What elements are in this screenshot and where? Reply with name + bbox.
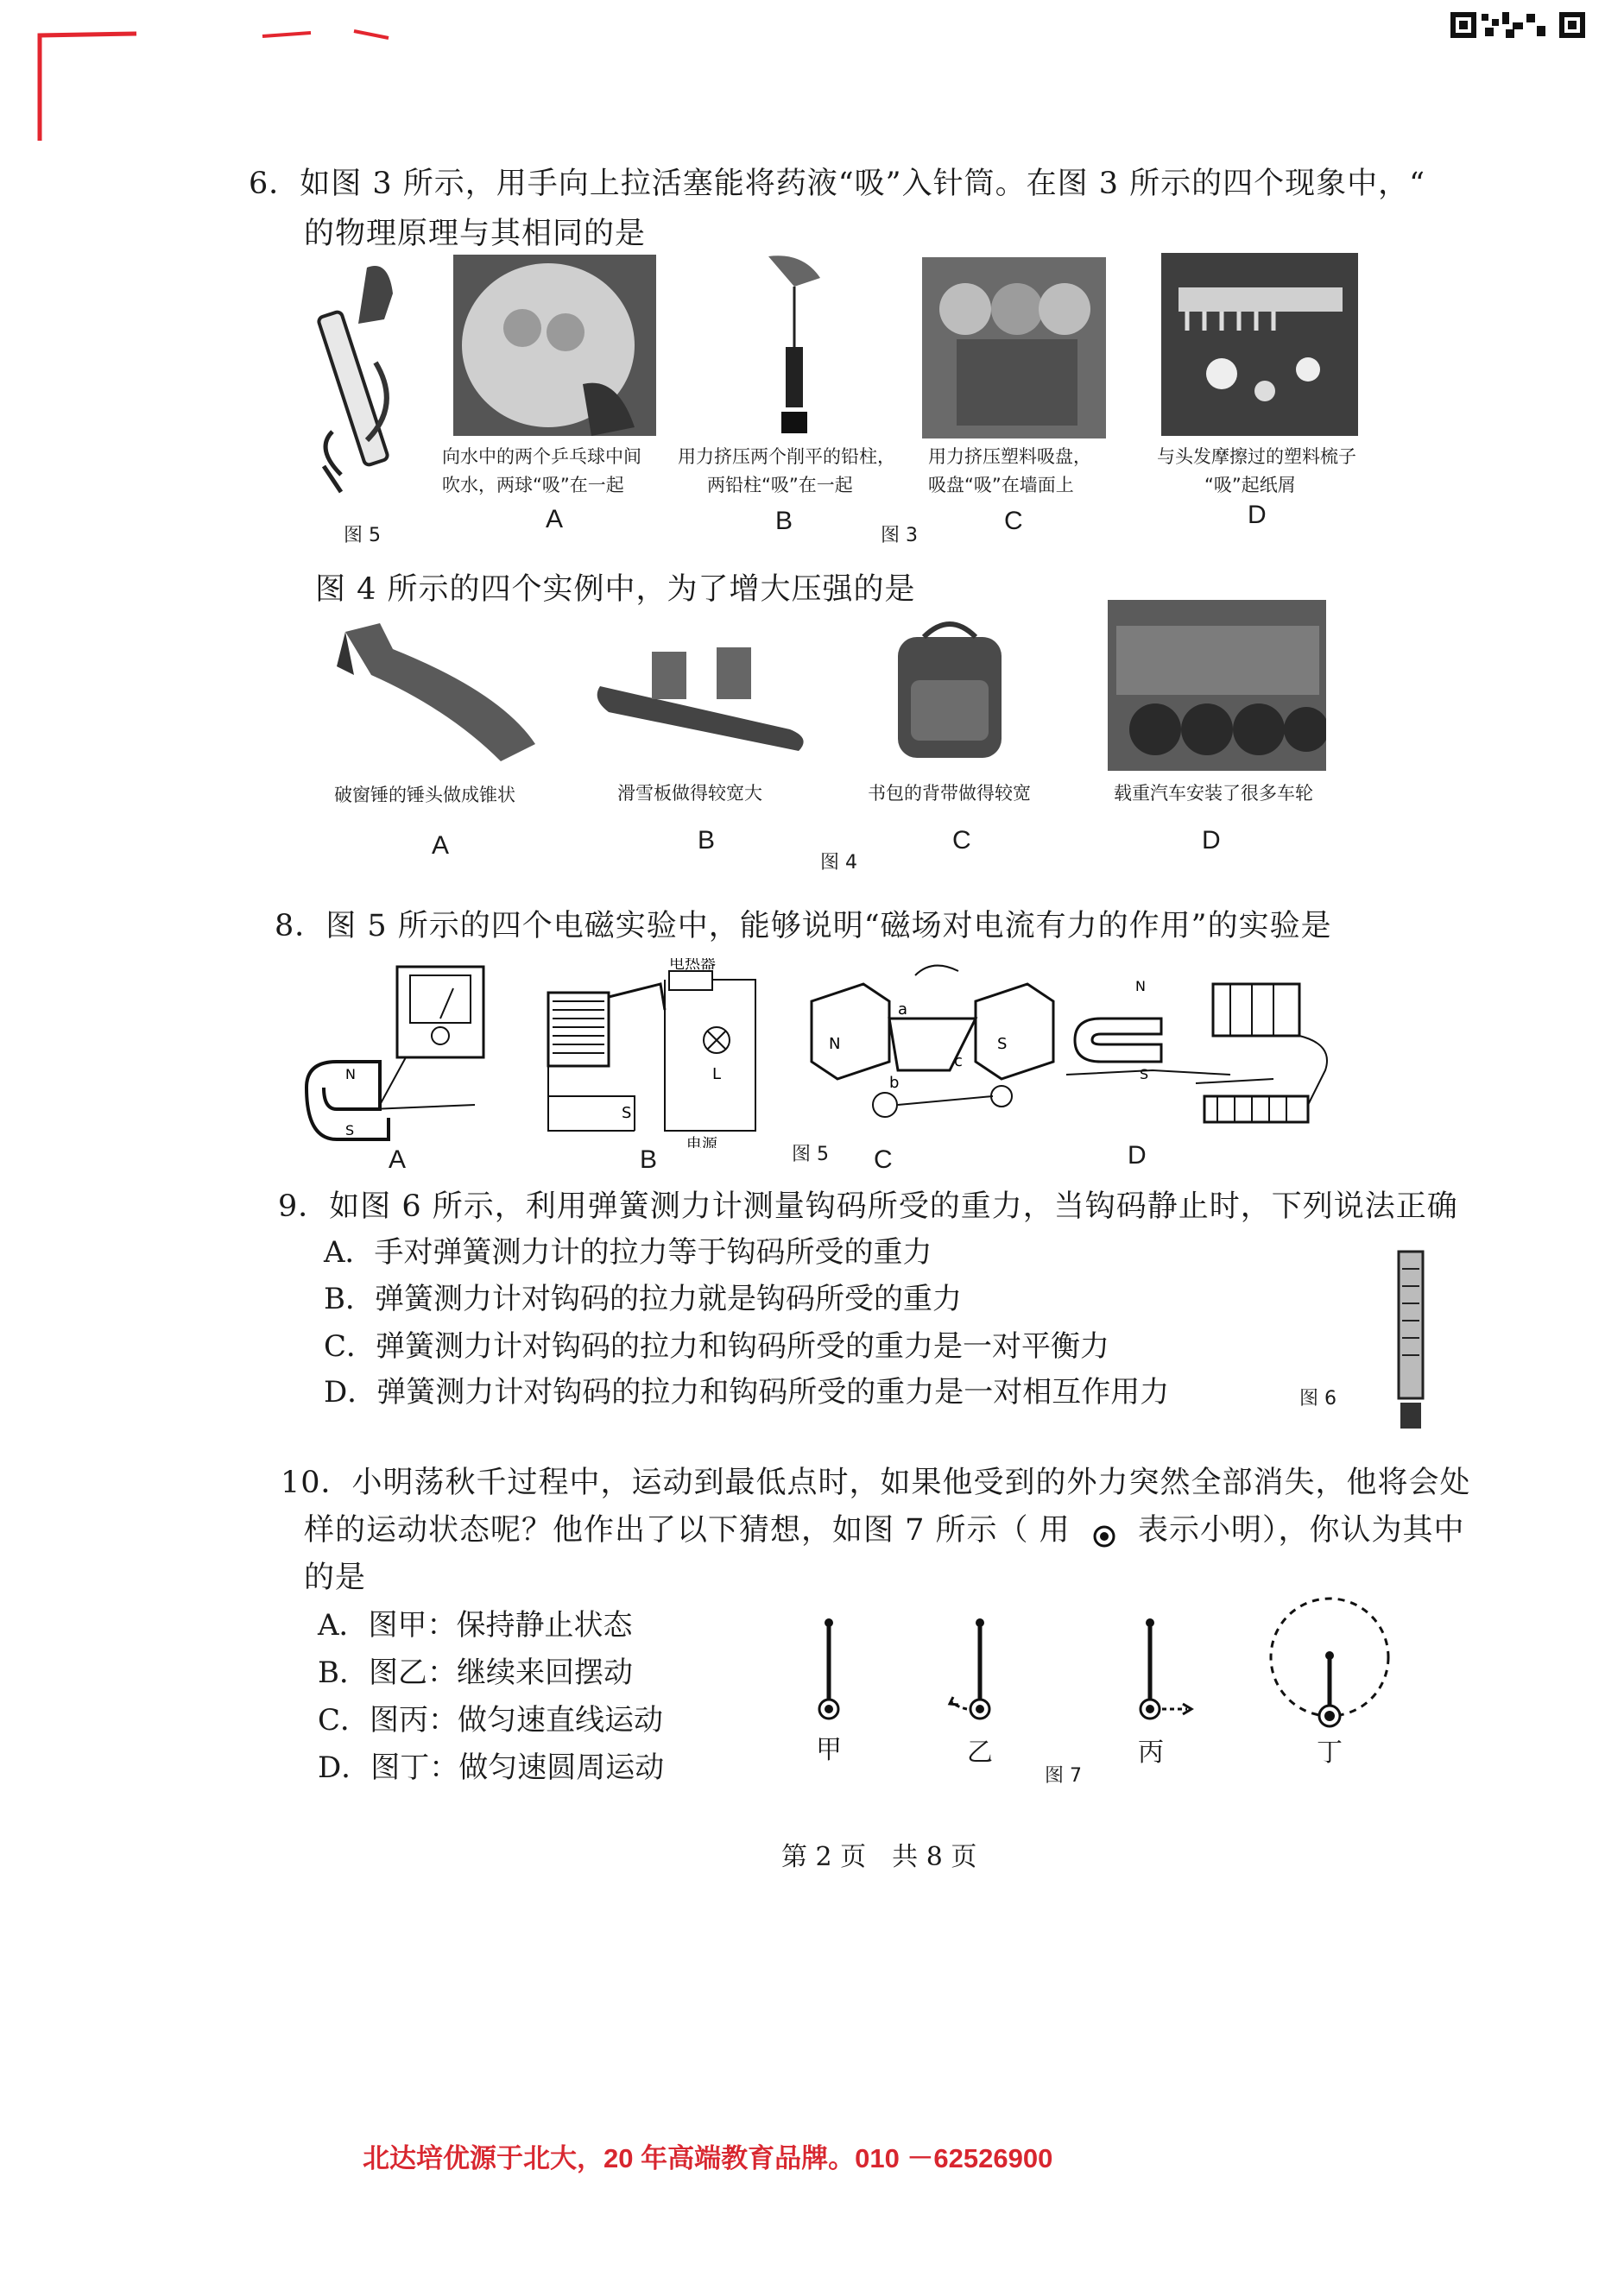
syringe-photo: [306, 259, 410, 501]
q7-stem: 图 4 所示的四个实例中，为了增大压强的是: [315, 572, 916, 607]
ad-footer: 北达培优源于北大，20 年高端教育品牌。010 －62526900: [363, 2143, 1053, 2173]
q7-d-caption: 载重汽车安装了很多车轮: [1114, 783, 1313, 804]
fig7-label-ding: 丁: [1317, 1738, 1343, 1767]
q7-c-caption: 书包的背带做得较宽: [868, 783, 1031, 804]
q8-d-letter: D: [1128, 1141, 1147, 1170]
photo-q7-a: [328, 615, 548, 766]
q6-fig-left-label: 图 5: [344, 525, 381, 546]
q8-b-source: 电源: [686, 1136, 717, 1148]
q10-option-c: C．图丙：做匀速直线运动: [318, 1703, 664, 1738]
q8-d-n: N: [1135, 978, 1146, 994]
q8-c-b: b: [889, 1074, 900, 1092]
q6-a-caption: 向水中的两个乒乓球中间 吹水，两球“吸”在一起: [442, 446, 641, 495]
photo-q7-b: [591, 634, 816, 760]
q8-figure-label: 图 5: [792, 1144, 829, 1165]
photo-q6-c: [922, 257, 1106, 438]
q8-b-heater: 电热器: [669, 958, 716, 973]
q8-c-c: c: [954, 1052, 963, 1070]
q8-d-s: S: [1140, 1066, 1149, 1082]
q8-b-switch: S: [622, 1104, 632, 1122]
q10-option-a: A．图甲：保持静止状态: [318, 1608, 633, 1643]
q9-option-d: D．弹簧测力计对钩码的拉力和钩码所受的重力是一对相互作用力: [324, 1375, 1170, 1410]
q8-a-n: N: [345, 1066, 356, 1082]
q9-option-c: C．弹簧测力计对钩码的拉力和钩码所受的重力是一对平衡力: [324, 1329, 1110, 1364]
q8-stem: 8．图 5 所示的四个电磁实验中，能够说明“磁场对电流有力的作用”的实验是: [275, 909, 1332, 943]
q8-b-lamp: L: [712, 1065, 722, 1083]
q7-a-letter: A: [432, 831, 450, 860]
q9-option-b: B．弹簧测力计对钩码的拉力就是钩码所受的重力: [324, 1282, 962, 1316]
q7-a-caption: 破窗锤的锤头做成锥状: [334, 785, 515, 805]
red-tick-mark: [259, 26, 397, 43]
q8-c-a: a: [898, 1000, 908, 1019]
q8-c-s: S: [997, 1035, 1008, 1053]
red-corner-bracket: [35, 30, 138, 142]
q9-option-a: A．手对弹簧测力计的拉力等于钩码所受的重力: [324, 1235, 932, 1270]
q6-stem-line1: 6．如图 3 所示，用手向上拉活塞能将药液“吸”入针筒。在图 3 所示的四个现象中，“: [249, 167, 1425, 201]
q6-a-letter: A: [546, 505, 564, 533]
q10-stem-line3: 的是: [304, 1561, 367, 1595]
q10-stem-line2a: 样的运动状态呢？他作出了以下猜想，如图 7 所示（ 用: [304, 1513, 1071, 1548]
q10-option-d: D．图丁：做匀速圆周运动: [318, 1750, 665, 1785]
fig7-label-yi: 乙: [967, 1738, 993, 1767]
pendulum-bing: [1141, 1618, 1191, 1719]
q8-c-letter: C: [874, 1145, 893, 1174]
q6-figure-label: 图 3: [881, 525, 918, 546]
fig7-label-jia: 甲: [816, 1736, 842, 1764]
diagram-q8-d: [1066, 967, 1343, 1135]
q6-c-caption: 用力挤压塑料吸盘， 吸盘“吸”在墙面上: [928, 446, 1091, 495]
q8-a-s: S: [345, 1122, 355, 1139]
diagram-q8-a: [302, 958, 492, 1148]
q10-stem-line2b: 表示小明），你认为其中: [1137, 1513, 1465, 1548]
q7-c-letter: C: [952, 826, 971, 855]
photo-q6-a: [453, 255, 656, 436]
diagram-q8-b: [540, 958, 764, 1148]
q10-stem-line1: 10．小明荡秋千过程中，运动到最低点时，如果他受到的外力突然全部消失，他将会处: [281, 1466, 1471, 1500]
photo-q7-d: [1108, 600, 1326, 771]
q10-stem-line2: [304, 1506, 1464, 1549]
q10-option-b: B．图乙：继续来回摆动: [318, 1656, 633, 1690]
photo-q7-c: [881, 611, 1027, 762]
pendulum-ding: [1271, 1599, 1388, 1726]
q6-b-caption: 用力挤压两个削平的铅柱， 两铅柱“吸”在一起: [678, 446, 895, 495]
q6-d-caption: 与头发摩擦过的塑料梳子 “吸”起纸屑: [1157, 446, 1356, 495]
q10-figure-label: 图 7: [1045, 1765, 1082, 1787]
page-number: 第 2 页 共 8 页: [781, 1842, 977, 1872]
q6-b-letter: B: [775, 507, 793, 535]
q7-d-letter: D: [1202, 826, 1221, 855]
qr-code: [1450, 10, 1585, 40]
q7-figure-label: 图 4: [820, 852, 857, 874]
q6-c-letter: C: [1004, 507, 1023, 535]
pendulum-jia: [819, 1618, 838, 1719]
q8-b-letter: B: [640, 1145, 658, 1174]
q8-c-n: N: [829, 1035, 841, 1053]
spring-scale-photo: [1390, 1234, 1425, 1433]
q6-stem-line2: 的物理原理与其相同的是: [304, 217, 647, 251]
fig7-label-bing: 丙: [1138, 1738, 1164, 1767]
pendulum-yi: [950, 1618, 989, 1719]
xiaoming-dot-icon: [1093, 1521, 1115, 1543]
q9-stem: 9．如图 6 所示，利用弹簧测力计测量钩码所受的重力，当钩码静止时，下列说法正确: [278, 1189, 1458, 1224]
q7-b-letter: B: [698, 826, 716, 855]
photo-q6-b: [742, 252, 846, 438]
q6-d-letter: D: [1248, 501, 1267, 529]
q8-a-letter: A: [389, 1145, 407, 1174]
q9-figure-label: 图 6: [1299, 1388, 1336, 1410]
q7-b-caption: 滑雪板做得较宽大: [617, 783, 762, 804]
diagram-q8-c: [803, 949, 1062, 1131]
photo-q6-d: [1161, 253, 1358, 436]
figure7-diagram: [794, 1597, 1399, 1761]
